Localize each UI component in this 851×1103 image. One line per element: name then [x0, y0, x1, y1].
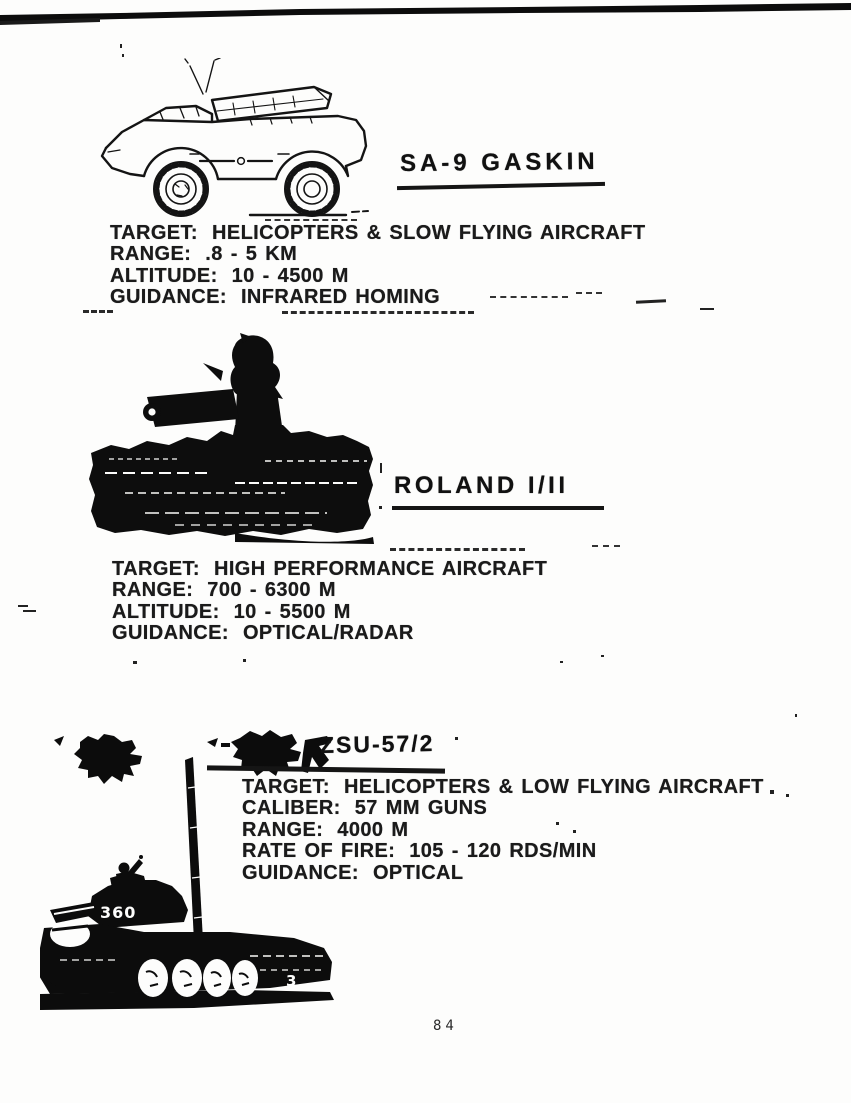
scan-dash	[576, 292, 602, 294]
spec-label: TARGET:	[112, 558, 200, 580]
scan-dash	[490, 296, 568, 298]
section-title-zsu: ZSU-57/2	[319, 730, 435, 758]
spec-label: GUIDANCE:	[242, 861, 359, 884]
scan-speck	[379, 506, 382, 509]
spec-label: ALTITUDE:	[112, 600, 220, 623]
zsu-illustration	[40, 728, 340, 1010]
scan-speck	[573, 830, 576, 833]
scan-speck	[122, 54, 124, 57]
scan-speck	[556, 822, 559, 825]
scan-dash	[390, 548, 525, 551]
spec-value: HIGH PERFORMANCE AIRCRAFT	[213, 558, 548, 580]
title-underline	[397, 182, 605, 190]
spec-row	[112, 623, 547, 644]
spec-label: ALTITUDE:	[110, 264, 218, 287]
spec-row	[112, 580, 547, 601]
margin-mark	[18, 605, 28, 607]
spec-label: TARGET:	[242, 776, 330, 798]
spec-label: RANGE:	[110, 243, 192, 266]
scan-speck	[601, 655, 604, 657]
spec-value: OPTICAL	[372, 861, 464, 884]
spec-value: HELICOPTERS & SLOW FLYING AIRCRAFT	[211, 222, 646, 244]
spec-value: 700 - 6300 M	[207, 579, 336, 602]
scan-dash	[83, 310, 113, 313]
page-number: 84	[433, 1018, 458, 1034]
spec-row	[112, 602, 547, 623]
scan-speck	[770, 790, 774, 794]
roland-spec-list	[112, 559, 547, 645]
scan-dash	[282, 311, 474, 314]
scan-speck	[560, 661, 563, 663]
spec-label: TARGET:	[110, 222, 198, 244]
scan-dash	[700, 308, 714, 310]
spec-value: HELICOPTERS & LOW FLYING AIRCRAFT	[343, 776, 764, 798]
spec-value: OPTICAL/RADAR	[242, 622, 414, 645]
margin-mark	[23, 610, 36, 612]
spec-row	[110, 266, 645, 287]
scan-dash	[636, 299, 666, 304]
scan-speck	[243, 659, 246, 662]
spec-value: 4000 M	[337, 818, 409, 841]
spec-row	[112, 559, 547, 580]
scan-speck	[120, 44, 122, 48]
title-underline	[392, 506, 604, 510]
scan-speck	[455, 737, 458, 740]
spec-value: 10 - 4500 M	[231, 264, 349, 287]
spec-value: 57 MM GUNS	[354, 797, 488, 820]
spec-label: GUIDANCE:	[110, 286, 227, 309]
section-title-sa9: SA-9 GASKIN	[399, 147, 599, 178]
spec-value: 105 - 120 RDS/MIN	[409, 840, 597, 863]
spec-value: .8 - 5 KM	[205, 243, 298, 266]
svg-text:3: 3	[286, 972, 297, 990]
spec-label: GUIDANCE:	[112, 622, 229, 645]
scan-speck	[380, 463, 382, 473]
roland-illustration	[85, 333, 375, 547]
sa9-gaskin-illustration	[100, 58, 380, 223]
spec-value: 10 - 5500 M	[233, 600, 351, 623]
svg-text:360: 360	[100, 903, 137, 922]
scan-dash	[592, 545, 620, 547]
spec-label: RATE OF FIRE:	[242, 840, 396, 863]
spec-row	[110, 244, 645, 265]
spec-label: CALIBER:	[242, 797, 341, 820]
spec-label: RANGE:	[112, 579, 194, 602]
scan-speck	[786, 794, 789, 797]
spec-label: RANGE:	[242, 818, 324, 841]
spec-value: INFRARED HOMING	[240, 286, 441, 309]
section-title-roland: ROLAND I/II	[394, 472, 569, 499]
scan-artifact-top-edge	[0, 0, 851, 34]
scan-dash	[265, 219, 357, 221]
scan-speck	[133, 661, 137, 664]
spec-row	[110, 223, 645, 244]
scan-speck	[795, 714, 797, 717]
